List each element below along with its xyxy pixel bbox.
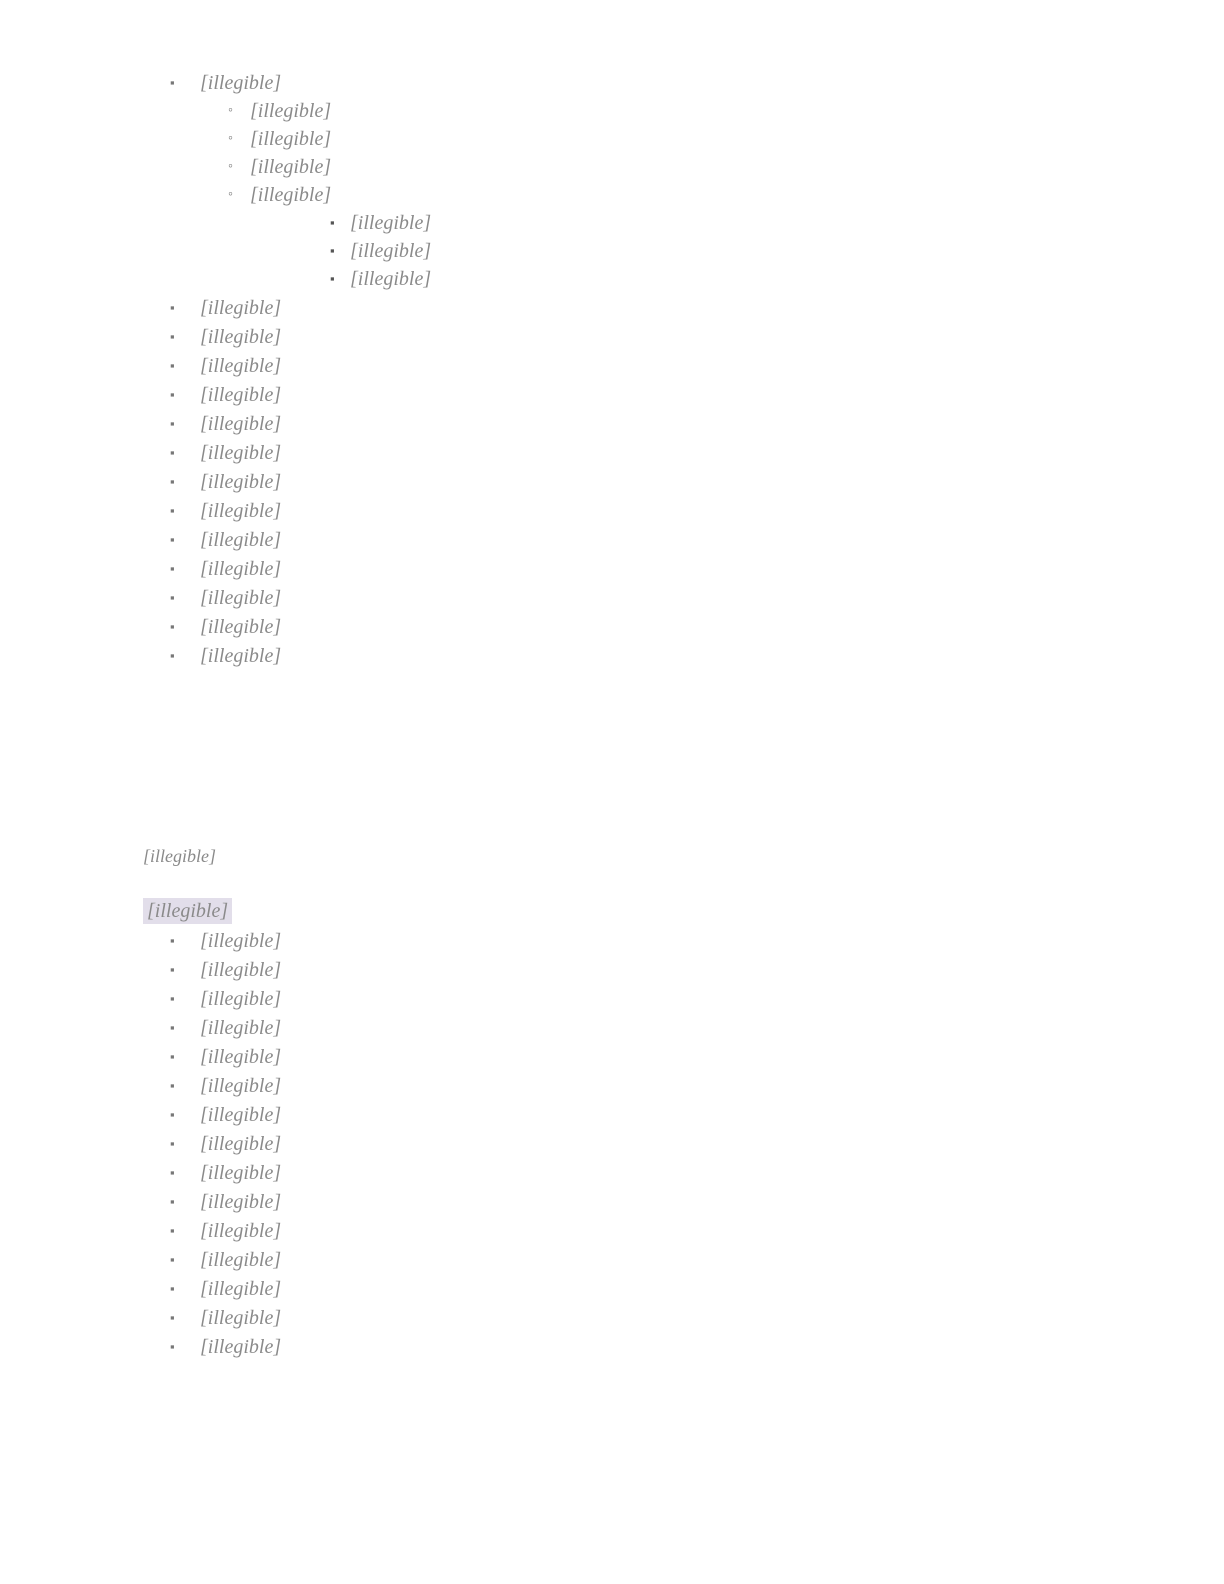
illegible-text: [illegible]: [200, 1104, 282, 1126]
illegible-text: [illegible]: [200, 645, 282, 667]
list-item: [170, 1189, 1070, 1215]
illegible-text: [illegible]: [200, 1278, 282, 1300]
list-item: [170, 1131, 1070, 1157]
list-item: [170, 1218, 1070, 1244]
illegible-text: [illegible]: [200, 471, 282, 493]
sub-list-item: [200, 182, 1070, 292]
illegible-text: [illegible]: [200, 1046, 282, 1068]
list-item: [170, 957, 1070, 983]
illegible-text: [illegible]: [200, 1133, 282, 1155]
list-item: [170, 1305, 1070, 1331]
list-item: [170, 527, 1070, 553]
illegible-text: [illegible]: [200, 1191, 282, 1213]
list-item: [170, 1160, 1070, 1186]
list-item: [170, 1015, 1070, 1041]
illegible-text: [illegible]: [200, 297, 282, 319]
sub-sub-list: [250, 210, 1070, 292]
illegible-text: [illegible]: [250, 100, 332, 122]
list-item: [170, 1334, 1070, 1360]
illegible-text: [illegible]: [200, 500, 282, 522]
list-item: [170, 585, 1070, 611]
illegible-text: [illegible]: [200, 72, 282, 94]
illegible-text: [illegible]: [200, 616, 282, 638]
illegible-text: [illegible]: [350, 240, 432, 262]
bullet-list: [170, 70, 1070, 672]
illegible-text: [illegible]: [200, 413, 282, 435]
sub-list-item: [200, 98, 1070, 124]
illegible-text: [illegible]: [200, 1249, 282, 1271]
illegible-text: [illegible]: [200, 529, 282, 551]
illegible-text: [illegible]: [250, 184, 332, 206]
illegible-text: [illegible]: [200, 1017, 282, 1039]
illegible-text: [illegible]: [143, 846, 216, 866]
illegible-text: [illegible]: [350, 268, 432, 290]
list-item: [170, 1102, 1070, 1128]
list-item: [170, 70, 1070, 292]
illegible-text: [illegible]: [200, 442, 282, 464]
list-item: [170, 1044, 1070, 1070]
list-item: [170, 353, 1070, 379]
bullet-list: [170, 928, 1070, 1363]
illegible-text: [illegible]: [350, 212, 432, 234]
illegible-text: [illegible]: [200, 384, 282, 406]
illegible-text: [illegible]: [200, 1336, 282, 1358]
illegible-text: [illegible]: [200, 959, 282, 981]
sub-list-item: [200, 154, 1070, 180]
illegible-text: [illegible]: [200, 1220, 282, 1242]
list-item: [170, 986, 1070, 1012]
sub-sub-list-item: [250, 210, 1070, 236]
list-item: [170, 382, 1070, 408]
sub-sub-list-item: [250, 266, 1070, 292]
illegible-text: [illegible]: [200, 1075, 282, 1097]
illegible-text: [illegible]: [200, 1162, 282, 1184]
illegible-text: [illegible]: [200, 1307, 282, 1329]
section-heading: [143, 898, 232, 924]
list-item: [170, 469, 1070, 495]
list-item: [170, 643, 1070, 669]
sub-list: [200, 98, 1070, 292]
list-item: [170, 411, 1070, 437]
list-item: [170, 928, 1070, 954]
illegible-text: [illegible]: [250, 156, 332, 178]
sub-list-item: [200, 126, 1070, 152]
list-item: [170, 1276, 1070, 1302]
list-item: [170, 1073, 1070, 1099]
list-item: [170, 1247, 1070, 1273]
illegible-text: [illegible]: [200, 988, 282, 1010]
list-item: [170, 295, 1070, 321]
illegible-text: [illegible]: [250, 128, 332, 150]
illegible-text: [illegible]: [200, 930, 282, 952]
list-item: [170, 556, 1070, 582]
list-item: [170, 614, 1070, 640]
illegible-text: [illegible]: [147, 900, 229, 922]
illegible-text: [illegible]: [200, 355, 282, 377]
illegible-text: [illegible]: [200, 326, 282, 348]
illegible-text: [illegible]: [200, 587, 282, 609]
page-marker: [143, 846, 216, 867]
illegible-text: [illegible]: [200, 558, 282, 580]
list-item: [170, 498, 1070, 524]
list-item: [170, 324, 1070, 350]
sub-sub-list-item: [250, 238, 1070, 264]
list-item: [170, 440, 1070, 466]
